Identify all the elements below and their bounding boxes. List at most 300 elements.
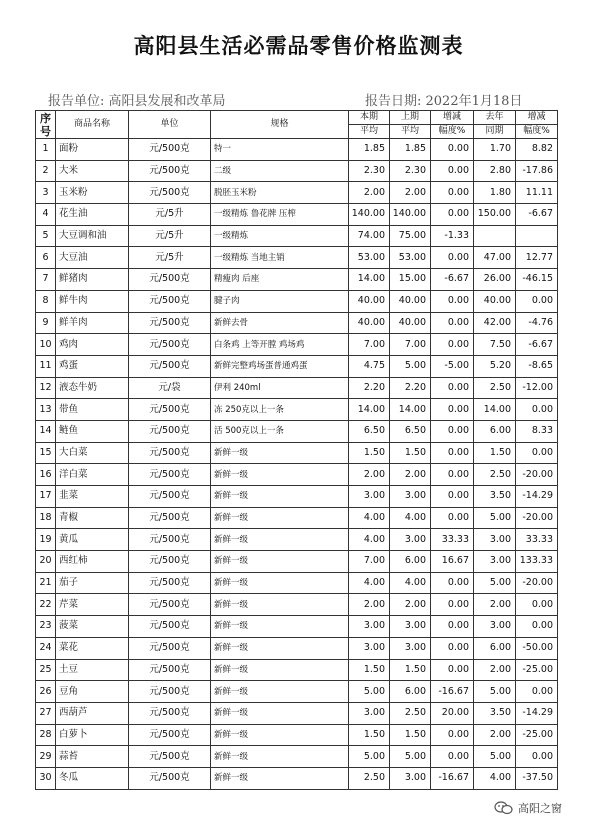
cell-previous-avg: 2.00 (390, 182, 431, 204)
header-previous-sub: 平均 (390, 125, 431, 139)
cell-previous-avg: 3.00 (390, 637, 431, 659)
cell-seq: 6 (36, 247, 56, 269)
header-seq: 序 号 (36, 111, 56, 139)
cell-seq: 20 (36, 551, 56, 573)
cell-unit: 元/500克 (129, 594, 211, 616)
cell-spec: 新鲜一级 (211, 529, 349, 551)
cell-previous-avg: 2.50 (390, 702, 431, 724)
cell-unit: 元/500克 (129, 160, 211, 182)
table-row (36, 529, 558, 551)
cell-change-pct: 0.00 (431, 507, 474, 529)
cell-current-avg: 40.00 (349, 290, 390, 312)
cell-last-year: 2.80 (474, 160, 516, 182)
table-row (36, 486, 558, 508)
cell-seq: 9 (36, 312, 56, 334)
cell-change-pct: 0.00 (431, 182, 474, 204)
cell-current-avg: 2.20 (349, 377, 390, 399)
cell-spec: 新鲜一级 (211, 594, 349, 616)
table-row (36, 594, 558, 616)
cell-yoy-pct: -20.00 (516, 507, 558, 529)
cell-name: 茄子 (56, 572, 129, 594)
cell-unit: 元/500克 (129, 724, 211, 746)
table-row (36, 377, 558, 399)
cell-change-pct: -6.67 (431, 269, 474, 291)
table-row (36, 746, 558, 768)
cell-current-avg: 2.50 (349, 767, 390, 789)
cell-name: 西红柿 (56, 551, 129, 573)
cell-change-pct: -16.67 (431, 767, 474, 789)
cell-current-avg: 53.00 (349, 247, 390, 269)
cell-seq: 15 (36, 442, 56, 464)
cell-seq: 18 (36, 507, 56, 529)
cell-current-avg: 74.00 (349, 225, 390, 247)
cell-previous-avg: 2.20 (390, 377, 431, 399)
cell-change-pct: 0.00 (431, 659, 474, 681)
cell-yoy-pct: -20.00 (516, 572, 558, 594)
cell-seq: 1 (36, 139, 56, 161)
cell-change-pct: 16.67 (431, 551, 474, 573)
cell-spec: 新鲜一级 (211, 724, 349, 746)
cell-name: 黄瓜 (56, 529, 129, 551)
watermark (494, 800, 562, 816)
cell-seq: 12 (36, 377, 56, 399)
cell-last-year: 3.50 (474, 702, 516, 724)
table-row (36, 464, 558, 486)
cell-spec: 精瘦肉 后座 (211, 269, 349, 291)
cell-change-pct: 0.00 (431, 637, 474, 659)
cell-current-avg: 1.50 (349, 659, 390, 681)
cell-yoy-pct: 8.82 (516, 139, 558, 161)
cell-change-pct: -16.67 (431, 681, 474, 703)
cell-seq: 30 (36, 767, 56, 789)
cell-last-year: 3.00 (474, 551, 516, 573)
cell-yoy-pct: 0.00 (516, 616, 558, 638)
cell-name: 花生油 (56, 204, 129, 226)
cell-previous-avg: 6.50 (390, 420, 431, 442)
header-change-sub: 幅度% (431, 125, 474, 139)
cell-seq: 11 (36, 355, 56, 377)
cell-yoy-pct: -46.15 (516, 269, 558, 291)
cell-unit: 元/500克 (129, 399, 211, 421)
cell-spec: 新鲜一级 (211, 486, 349, 508)
cell-spec: 脱胚玉米粉 (211, 182, 349, 204)
table-row (36, 355, 558, 377)
cell-unit: 元/500克 (129, 312, 211, 334)
cell-last-year: 4.00 (474, 767, 516, 789)
cell-current-avg: 7.00 (349, 551, 390, 573)
cell-yoy-pct: 11.11 (516, 182, 558, 204)
cell-last-year: 42.00 (474, 312, 516, 334)
cell-previous-avg: 5.00 (390, 746, 431, 768)
cell-name: 蒜苔 (56, 746, 129, 768)
cell-name: 大豆油 (56, 247, 129, 269)
cell-seq: 21 (36, 572, 56, 594)
header-unit: 单位 (129, 111, 211, 139)
table-row (36, 334, 558, 356)
cell-spec: 一级精炼 当地主销 (211, 247, 349, 269)
cell-name: 鲢鱼 (56, 420, 129, 442)
cell-seq: 25 (36, 659, 56, 681)
cell-current-avg: 3.00 (349, 702, 390, 724)
cell-spec: 新鲜一级 (211, 442, 349, 464)
page-title: 高阳县生活必需品零售价格监测表 (133, 34, 464, 58)
cell-name: 西葫芦 (56, 702, 129, 724)
cell-change-pct: -1.33 (431, 225, 474, 247)
cell-current-avg: 1.85 (349, 139, 390, 161)
cell-spec: 新鲜一级 (211, 767, 349, 789)
cell-name: 白萝卜 (56, 724, 129, 746)
table-body (36, 139, 558, 790)
cell-last-year: 7.50 (474, 334, 516, 356)
cell-change-pct: 0.00 (431, 377, 474, 399)
cell-spec: 冻 250克以上一条 (211, 399, 349, 421)
header-last-year-sub: 同期 (474, 125, 516, 139)
cell-current-avg: 2.00 (349, 594, 390, 616)
cell-yoy-pct: 0.00 (516, 442, 558, 464)
cell-seq: 13 (36, 399, 56, 421)
cell-previous-avg: 5.00 (390, 355, 431, 377)
cell-previous-avg: 3.00 (390, 767, 431, 789)
table-row (36, 551, 558, 573)
cell-change-pct: 0.00 (431, 399, 474, 421)
cell-spec: 腱子肉 (211, 290, 349, 312)
cell-unit: 元/500克 (129, 529, 211, 551)
cell-last-year: 5.00 (474, 572, 516, 594)
cell-previous-avg: 1.50 (390, 659, 431, 681)
cell-previous-avg: 140.00 (390, 204, 431, 226)
cell-change-pct: 0.00 (431, 160, 474, 182)
cell-yoy-pct: -6.67 (516, 334, 558, 356)
cell-change-pct: 0.00 (431, 572, 474, 594)
cell-seq: 17 (36, 486, 56, 508)
cell-previous-avg: 15.00 (390, 269, 431, 291)
cell-spec: 二级 (211, 160, 349, 182)
cell-current-avg: 14.00 (349, 269, 390, 291)
cell-current-avg: 4.00 (349, 529, 390, 551)
cell-last-year: 2.50 (474, 464, 516, 486)
cell-unit: 元/500克 (129, 637, 211, 659)
cell-previous-avg: 1.50 (390, 442, 431, 464)
table-row (36, 160, 558, 182)
table-row (36, 225, 558, 247)
cell-yoy-pct: 0.00 (516, 594, 558, 616)
cell-current-avg: 1.50 (349, 724, 390, 746)
cell-unit: 元/500克 (129, 681, 211, 703)
cell-name: 芹菜 (56, 594, 129, 616)
header-current: 本期 (349, 111, 390, 125)
table-row (36, 312, 558, 334)
cell-seq: 29 (36, 746, 56, 768)
cell-yoy-pct (516, 225, 558, 247)
header-current-sub: 平均 (349, 125, 390, 139)
cell-yoy-pct: 0.00 (516, 399, 558, 421)
cell-unit: 元/500克 (129, 551, 211, 573)
cell-spec: 新鲜一级 (211, 464, 349, 486)
cell-current-avg: 6.50 (349, 420, 390, 442)
cell-unit: 元/5升 (129, 225, 211, 247)
cell-unit: 元/500克 (129, 746, 211, 768)
cell-previous-avg: 14.00 (390, 399, 431, 421)
cell-change-pct: 0.00 (431, 420, 474, 442)
cell-previous-avg: 75.00 (390, 225, 431, 247)
cell-name: 豆角 (56, 681, 129, 703)
table-row (36, 767, 558, 789)
cell-name: 面粉 (56, 139, 129, 161)
cell-seq: 26 (36, 681, 56, 703)
cell-previous-avg: 53.00 (390, 247, 431, 269)
table-row (36, 572, 558, 594)
cell-current-avg: 4.75 (349, 355, 390, 377)
cell-name: 菠菜 (56, 616, 129, 638)
cell-previous-avg: 4.00 (390, 507, 431, 529)
cell-name: 鲜羊肉 (56, 312, 129, 334)
cell-last-year: 5.00 (474, 507, 516, 529)
cell-last-year (474, 225, 516, 247)
cell-last-year: 1.70 (474, 139, 516, 161)
table-row (36, 637, 558, 659)
cell-last-year: 3.00 (474, 529, 516, 551)
cell-yoy-pct: -6.67 (516, 204, 558, 226)
cell-name: 菜花 (56, 637, 129, 659)
cell-last-year: 2.00 (474, 594, 516, 616)
cell-yoy-pct: 33.33 (516, 529, 558, 551)
cell-previous-avg: 40.00 (390, 290, 431, 312)
cell-name: 青椒 (56, 507, 129, 529)
cell-yoy-pct: -17.86 (516, 160, 558, 182)
table-row (36, 724, 558, 746)
cell-change-pct: 0.00 (431, 746, 474, 768)
cell-yoy-pct: -4.76 (516, 312, 558, 334)
watermark-text: 高阳之窗 (518, 802, 562, 815)
cell-unit: 元/袋 (129, 377, 211, 399)
cell-change-pct: 0.00 (431, 204, 474, 226)
cell-seq: 2 (36, 160, 56, 182)
cell-name: 冬瓜 (56, 767, 129, 789)
cell-change-pct: 0.00 (431, 334, 474, 356)
cell-unit: 元/500克 (129, 572, 211, 594)
cell-name: 韭菜 (56, 486, 129, 508)
cell-yoy-pct: 0.00 (516, 290, 558, 312)
cell-last-year: 40.00 (474, 290, 516, 312)
cell-previous-avg: 6.00 (390, 681, 431, 703)
cell-last-year: 5.00 (474, 746, 516, 768)
cell-name: 土豆 (56, 659, 129, 681)
cell-unit: 元/500克 (129, 334, 211, 356)
cell-previous-avg: 3.00 (390, 616, 431, 638)
cell-spec: 新鲜一级 (211, 551, 349, 573)
header-spec: 规格 (211, 111, 349, 139)
cell-change-pct: 0.00 (431, 442, 474, 464)
cell-seq: 8 (36, 290, 56, 312)
cell-last-year: 1.80 (474, 182, 516, 204)
cell-unit: 元/500克 (129, 507, 211, 529)
cell-spec: 一级精炼 (211, 225, 349, 247)
cell-unit: 元/500克 (129, 420, 211, 442)
cell-change-pct: 20.00 (431, 702, 474, 724)
cell-last-year: 6.00 (474, 420, 516, 442)
cell-spec: 新鲜一级 (211, 616, 349, 638)
cell-current-avg: 2.00 (349, 182, 390, 204)
table-row (36, 204, 558, 226)
cell-change-pct: 0.00 (431, 486, 474, 508)
cell-last-year: 26.00 (474, 269, 516, 291)
cell-spec: 新鲜一级 (211, 659, 349, 681)
cell-spec: 新鲜一级 (211, 572, 349, 594)
cell-name: 玉米粉 (56, 182, 129, 204)
cell-previous-avg: 4.00 (390, 572, 431, 594)
cell-seq: 19 (36, 529, 56, 551)
cell-unit: 元/500克 (129, 464, 211, 486)
cell-unit: 元/500克 (129, 139, 211, 161)
header-yoy: 增减 (516, 111, 558, 125)
cell-last-year: 14.00 (474, 399, 516, 421)
cell-previous-avg: 2.00 (390, 464, 431, 486)
cell-yoy-pct: 133.33 (516, 551, 558, 573)
cell-previous-avg: 2.00 (390, 594, 431, 616)
cell-seq: 27 (36, 702, 56, 724)
cell-spec: 新鲜完整鸡场蛋普通鸡蛋 (211, 355, 349, 377)
cell-seq: 22 (36, 594, 56, 616)
cell-seq: 14 (36, 420, 56, 442)
table-header (36, 111, 558, 139)
cell-seq: 5 (36, 225, 56, 247)
cell-yoy-pct: 0.00 (516, 746, 558, 768)
cell-last-year: 3.00 (474, 616, 516, 638)
cell-current-avg: 4.00 (349, 572, 390, 594)
header-previous: 上期 (390, 111, 431, 125)
wechat-official-account-icon (494, 801, 514, 815)
cell-last-year: 2.00 (474, 659, 516, 681)
cell-last-year: 6.00 (474, 637, 516, 659)
cell-current-avg: 14.00 (349, 399, 390, 421)
table-row (36, 702, 558, 724)
table-row (36, 182, 558, 204)
cell-change-pct: 0.00 (431, 139, 474, 161)
header-last-year: 去年 (474, 111, 516, 125)
cell-seq: 7 (36, 269, 56, 291)
cell-current-avg: 2.00 (349, 464, 390, 486)
cell-last-year: 3.50 (474, 486, 516, 508)
table-row (36, 616, 558, 638)
cell-spec: 活 500克以上一条 (211, 420, 349, 442)
header-yoy-sub: 幅度% (516, 125, 558, 139)
cell-name: 鸡蛋 (56, 355, 129, 377)
cell-unit: 元/500克 (129, 702, 211, 724)
cell-change-pct: 0.00 (431, 616, 474, 638)
cell-unit: 元/500克 (129, 355, 211, 377)
cell-yoy-pct: 0.00 (516, 681, 558, 703)
cell-current-avg: 140.00 (349, 204, 390, 226)
cell-seq: 10 (36, 334, 56, 356)
cell-change-pct: 0.00 (431, 312, 474, 334)
cell-name: 鲜牛肉 (56, 290, 129, 312)
cell-current-avg: 40.00 (349, 312, 390, 334)
cell-yoy-pct: -12.00 (516, 377, 558, 399)
header-change: 增减 (431, 111, 474, 125)
cell-change-pct: 0.00 (431, 247, 474, 269)
cell-yoy-pct: -25.00 (516, 724, 558, 746)
cell-yoy-pct: 8.33 (516, 420, 558, 442)
cell-unit: 元/500克 (129, 290, 211, 312)
cell-change-pct: 0.00 (431, 724, 474, 746)
cell-current-avg: 3.00 (349, 637, 390, 659)
cell-spec: 白条鸡 上等开膛 鸡场鸡 (211, 334, 349, 356)
cell-yoy-pct: -8.65 (516, 355, 558, 377)
cell-name: 鲜猪肉 (56, 269, 129, 291)
cell-last-year: 2.50 (474, 377, 516, 399)
cell-name: 大米 (56, 160, 129, 182)
cell-last-year: 5.20 (474, 355, 516, 377)
table-row (36, 269, 558, 291)
cell-name: 鸡肉 (56, 334, 129, 356)
cell-current-avg: 7.00 (349, 334, 390, 356)
cell-previous-avg: 7.00 (390, 334, 431, 356)
cell-spec: 新鲜一级 (211, 702, 349, 724)
cell-unit: 元/500克 (129, 182, 211, 204)
cell-last-year: 47.00 (474, 247, 516, 269)
cell-unit: 元/500克 (129, 616, 211, 638)
cell-unit: 元/500克 (129, 442, 211, 464)
cell-name: 洋白菜 (56, 464, 129, 486)
cell-yoy-pct: -37.50 (516, 767, 558, 789)
table-row (36, 659, 558, 681)
table-row (36, 399, 558, 421)
cell-change-pct: 0.00 (431, 594, 474, 616)
cell-unit: 元/500克 (129, 269, 211, 291)
cell-current-avg: 3.00 (349, 486, 390, 508)
cell-unit: 元/500克 (129, 767, 211, 789)
cell-yoy-pct: 12.77 (516, 247, 558, 269)
report-unit: 报告单位: 高阳县发展和改革局 (48, 94, 226, 109)
cell-seq: 24 (36, 637, 56, 659)
cell-change-pct: 0.00 (431, 464, 474, 486)
cell-current-avg: 4.00 (349, 507, 390, 529)
cell-unit: 元/5升 (129, 204, 211, 226)
cell-change-pct: 0.00 (431, 290, 474, 312)
table-row (36, 290, 558, 312)
table-row (36, 442, 558, 464)
cell-spec: 特一 (211, 139, 349, 161)
cell-name: 液态牛奶 (56, 377, 129, 399)
table-row (36, 420, 558, 442)
price-monitoring-table (35, 110, 558, 790)
cell-current-avg: 2.30 (349, 160, 390, 182)
cell-spec: 一级精炼 鲁花牌 压榨 (211, 204, 349, 226)
cell-yoy-pct: -14.29 (516, 702, 558, 724)
cell-current-avg: 5.00 (349, 746, 390, 768)
cell-previous-avg: 1.85 (390, 139, 431, 161)
table-row (36, 681, 558, 703)
cell-spec: 伊利 240ml (211, 377, 349, 399)
cell-unit: 元/500克 (129, 486, 211, 508)
table-row (36, 139, 558, 161)
cell-yoy-pct: -25.00 (516, 659, 558, 681)
cell-current-avg: 3.00 (349, 616, 390, 638)
cell-spec: 新鲜一级 (211, 507, 349, 529)
cell-last-year: 1.50 (474, 442, 516, 464)
cell-current-avg: 1.50 (349, 442, 390, 464)
cell-seq: 4 (36, 204, 56, 226)
cell-seq: 28 (36, 724, 56, 746)
cell-spec: 新鲜一级 (211, 637, 349, 659)
cell-last-year: 150.00 (474, 204, 516, 226)
cell-last-year: 2.00 (474, 724, 516, 746)
cell-name: 大白菜 (56, 442, 129, 464)
cell-spec: 新鲜一级 (211, 681, 349, 703)
cell-unit: 元/500克 (129, 659, 211, 681)
cell-previous-avg: 40.00 (390, 312, 431, 334)
report-date: 报告日期: 2022年1月18日 (365, 94, 523, 109)
